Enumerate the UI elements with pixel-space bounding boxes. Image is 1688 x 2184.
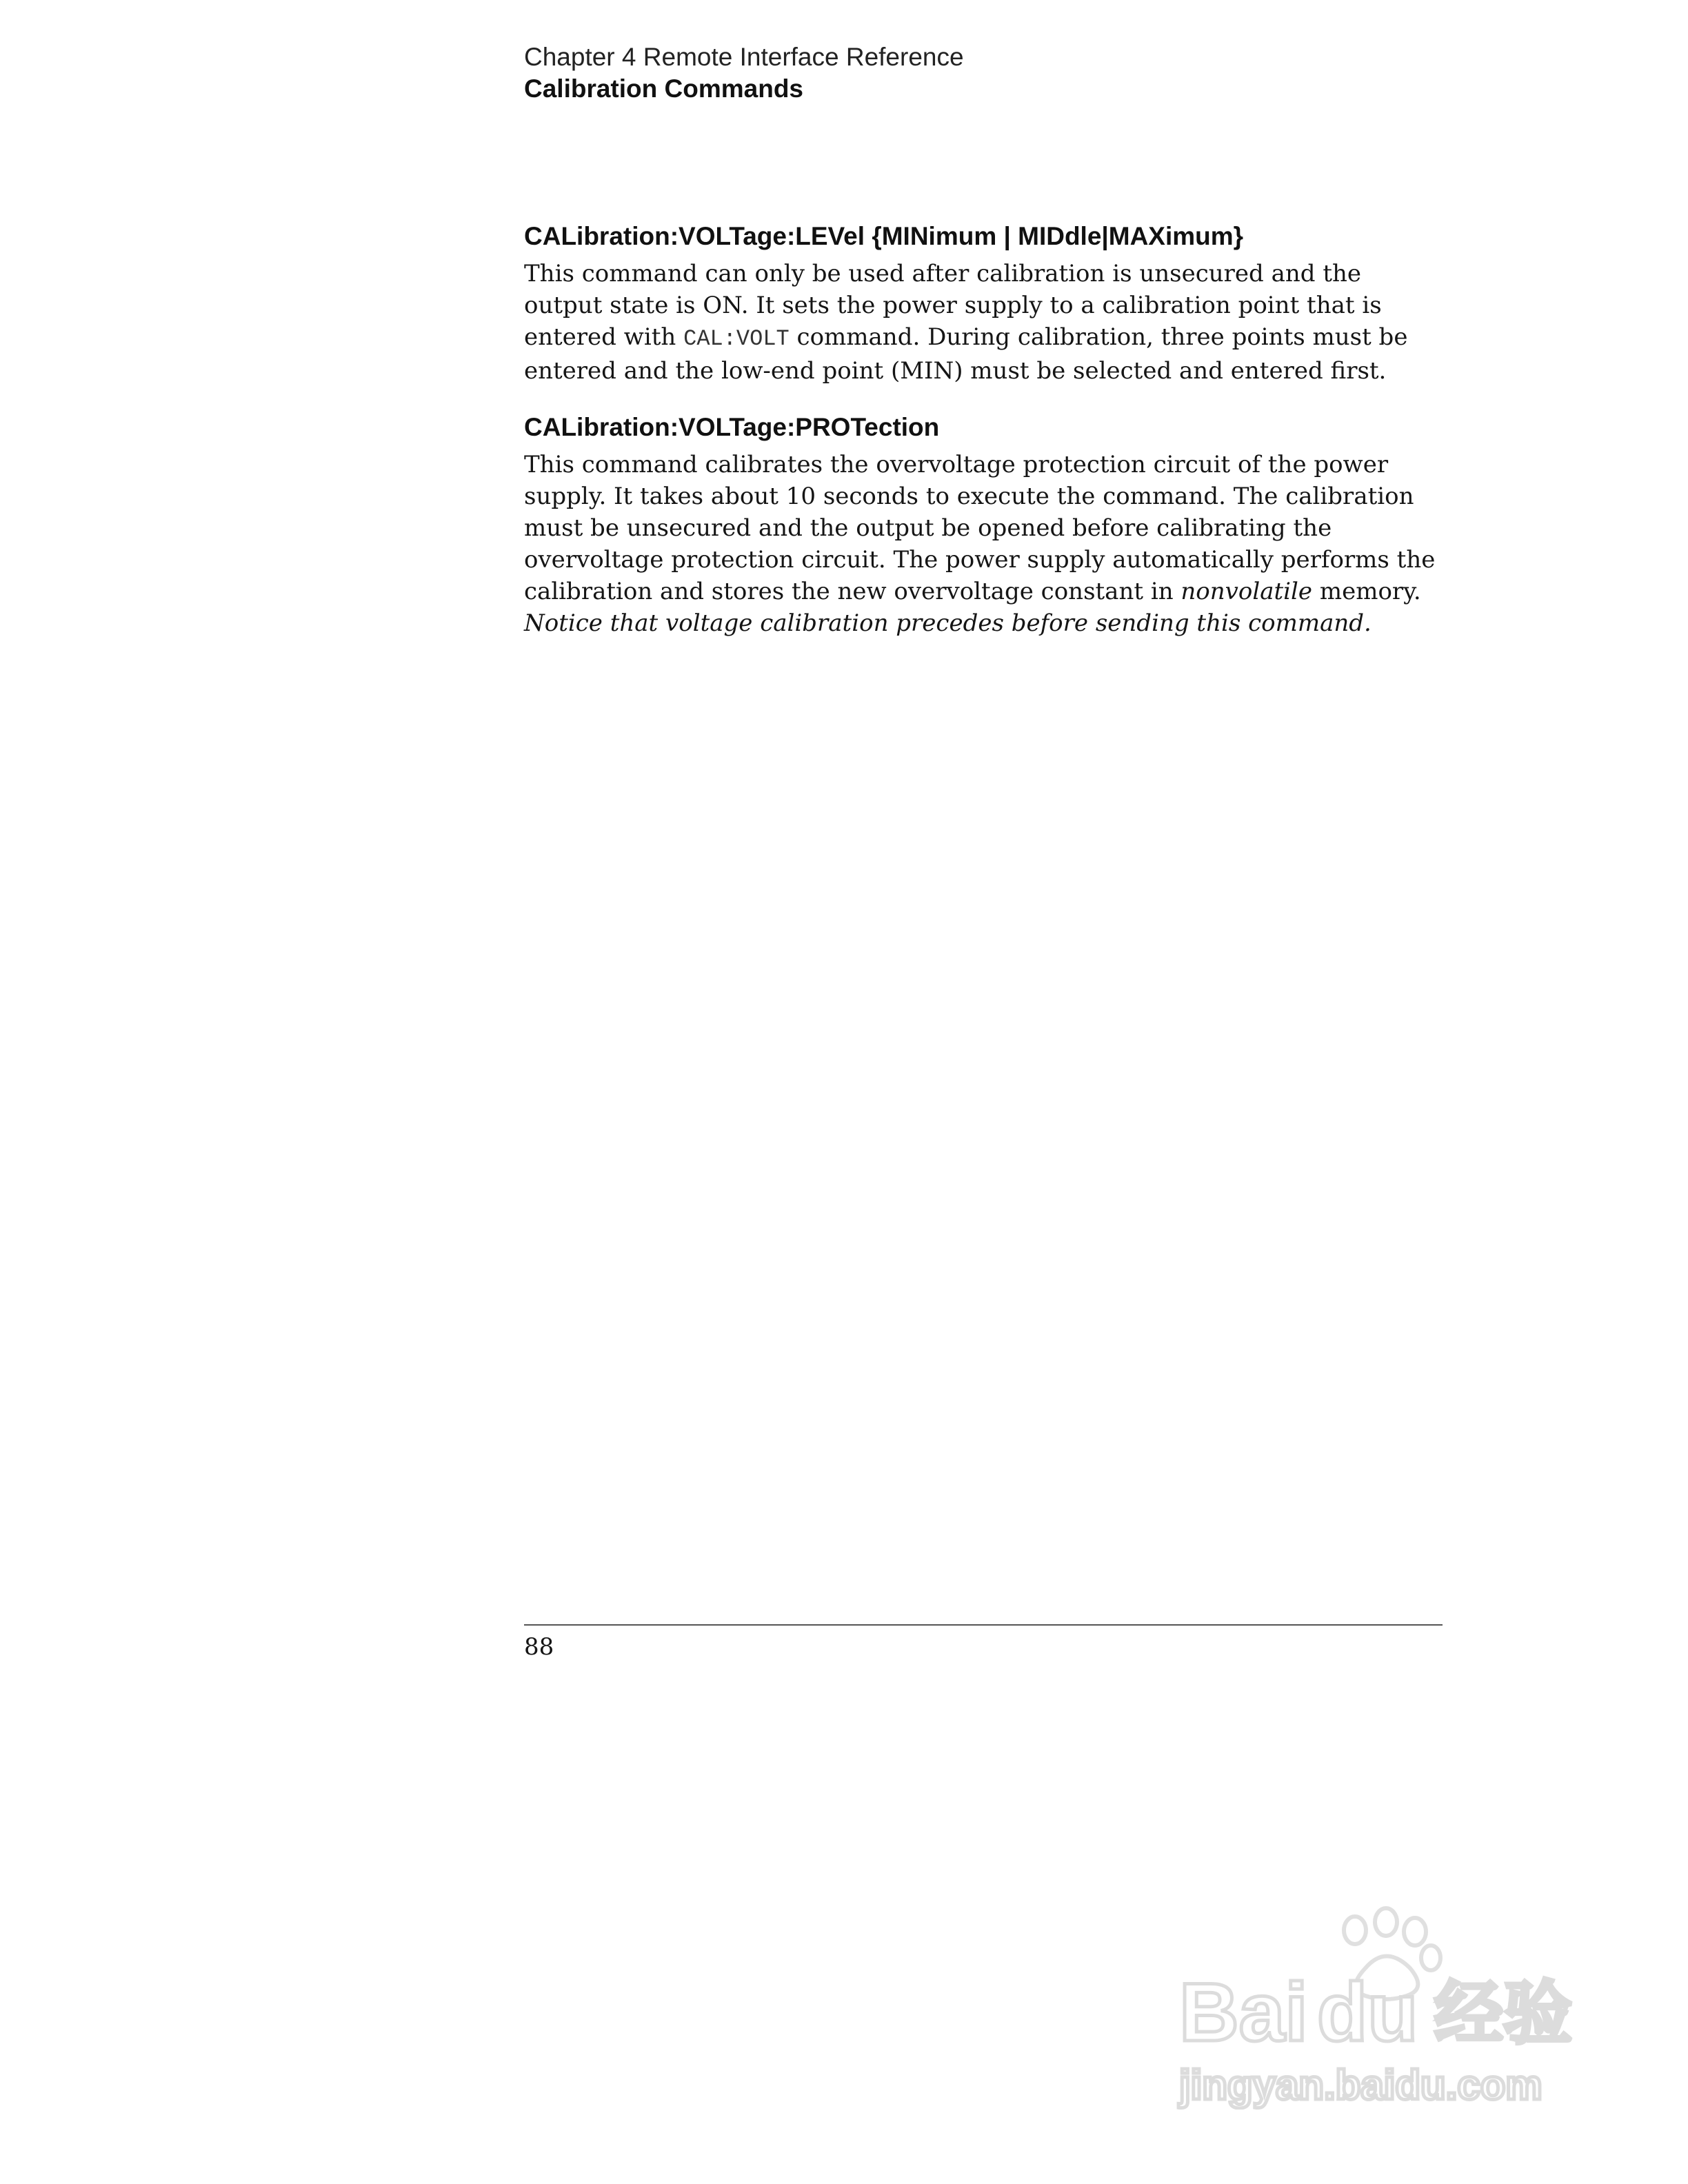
watermark-cn: 经验 — [1434, 1975, 1572, 2052]
watermark-brand-du: du — [1317, 1966, 1418, 2059]
running-header — [524, 41, 1448, 105]
footer-divider — [524, 1624, 1443, 1626]
command-heading: CALibration:VOLTage:LEVel {MINimum | MIDdle|MAXimum} — [524, 222, 1244, 250]
watermark-url: jingyan.baidu.com — [1179, 2062, 1543, 2108]
page-content — [524, 221, 1445, 664]
command-description — [524, 449, 1445, 639]
command-entry-voltage-protection — [524, 412, 1445, 639]
inline-code: CAL:VOLT — [683, 326, 790, 352]
command-heading: CALibration:VOLTage:PROTection — [524, 413, 940, 441]
description-text: This command calibrates the overvoltage protection circuit of the power supply. It takes about 10 seconds to execute the command. The calibration must be unsecured and the output be opened before calibrating the overvoltage protection circuit. The power supply automatically performs the calibration and stores the new overvoltage constant in — [524, 451, 1436, 605]
page-number: 88 — [524, 1633, 554, 1661]
chapter-title: Chapter 4 Remote Interface Reference — [524, 43, 964, 71]
emphasis-text: nonvolatile — [1180, 578, 1313, 605]
command-entry-voltage-level — [524, 221, 1445, 387]
italic-note: Notice that voltage calibration precedes before sending this command. — [524, 609, 1372, 637]
description-text: This command can only be used after calibration is unsecured and the output state is ON. It sets the power supply to a calibration point that is entered with — [524, 260, 1382, 351]
description-text-continued: memory. — [1312, 578, 1421, 605]
watermark-graphic — [1165, 1903, 1593, 2110]
baidu-watermark-logo — [1165, 1903, 1593, 2110]
command-description — [524, 258, 1445, 387]
watermark-brand: Bai — [1179, 1966, 1308, 2059]
section-title: Calibration Commands — [524, 74, 803, 103]
description-text-continued: command. During calibration, three points must be entered and the low-end point (MIN) must be selected and entered first. — [524, 323, 1408, 385]
